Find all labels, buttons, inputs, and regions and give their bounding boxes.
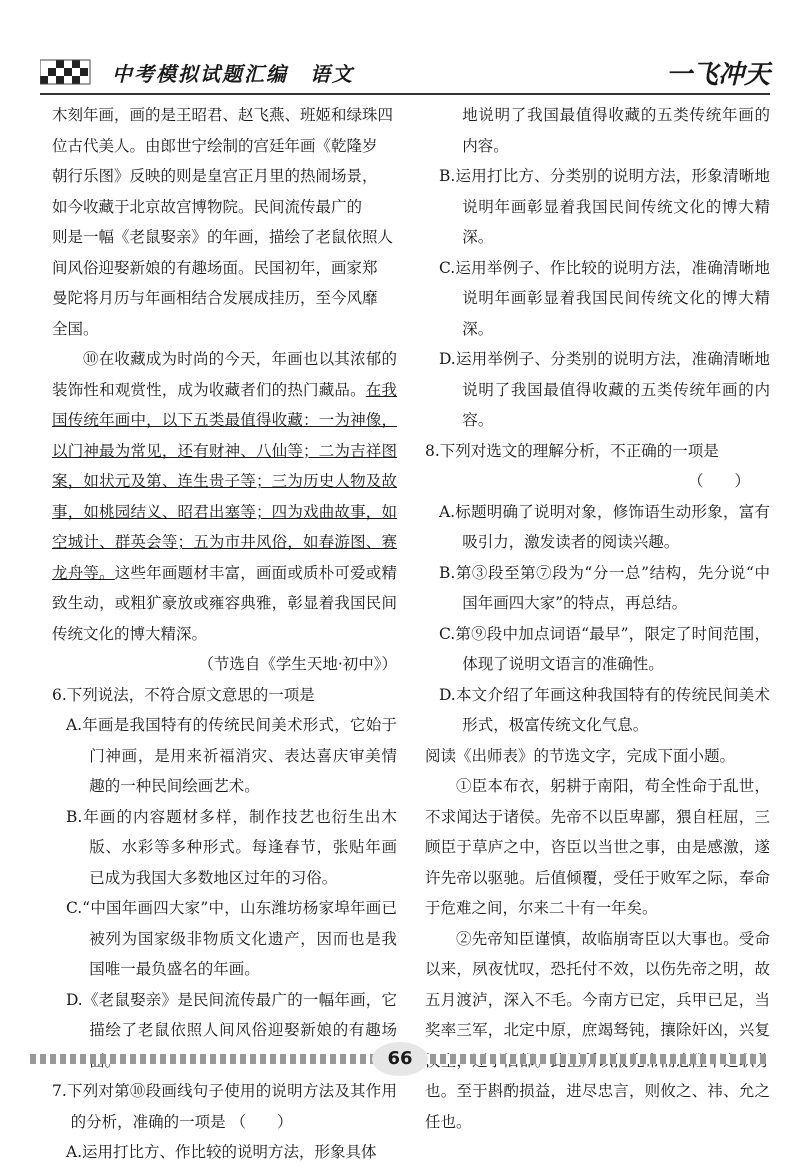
question-6-option-a: A.年画是我国特有的传统民间美术形式，它始于门神画，是用来祈福消灾、表达喜庆审美情趣的一种民间绘画艺术。	[65, 716, 397, 795]
question-8-option-d: D.本文介绍了年画这种我国特有的传统民间美术形式，极富传统文化气息。	[438, 685, 770, 734]
question-6-option-d: D.《老鼠娶亲》是民间流传最广的一幅年画，它描绘了老鼠依照人间风俗迎娶新娘的有趣场	[65, 990, 397, 1039]
question-8-option-b: B.第③段至第⑦段为“分一总”结构，先分说“中国年画四大家”的特点，再总结。	[438, 563, 770, 612]
question-8-option-a: A.标题明确了说明对象，修饰语生动形象，富有吸引力，激发读者的阅读兴趣。	[438, 502, 770, 551]
checkerboard-logo-icon	[40, 58, 92, 86]
question-6-stem: 6.下列说法，不符合原文意思的一项是	[52, 685, 315, 704]
passage-line: 间风俗迎娶新娘的有趣场面。民国初年，画家郑	[52, 258, 378, 277]
passage-line: 则是一幅《老鼠娶亲》的年画，描绘了老鼠依照人	[52, 228, 394, 246]
book-title: 中考模拟试题汇编 语文	[112, 62, 354, 86]
header-divider	[40, 93, 770, 95]
question-7-option-a-continued: 地说明了我国最值得收藏的五类传统年画的内容。	[462, 106, 770, 155]
right-column	[425, 100, 770, 1137]
passage-line: 朝行乐图》反映的则是皇宫正月里的热闹场景，	[52, 167, 378, 185]
passage-line: 全国。	[52, 319, 99, 338]
page-footer	[0, 1040, 800, 1080]
chushi-paragraph-2: ②先帝知臣谨慎，故临崩寄臣以大事也。受命以来，夙夜忧叹，恐托付不效，以伤先帝之明，故五月渡泸，深入不毛。今南方已定，兵甲已足，当奖率三军，北定中原，庶竭驽钝，攘除奸凶，兴复 也。至于斟酌损益，进尽忠言，则攸之、祎、允之任也。	[425, 929, 770, 1131]
brand-logo-text: 一飞冲天	[665, 60, 770, 90]
question-8-stem: 8.下列对选文的理解分析，不正确的一项是	[425, 441, 719, 460]
question-6-option-b: B.年画的内容题材多样，制作技艺也衍生出木版、水彩等多种形式。每逢春节，张贴年画已成为我国大多数地区过年的习俗。	[65, 807, 397, 887]
question-7-option-b: B.运用打比方、分类别的说明方法，形象清晰地说明年画彰显着我国民间传统文化的博大精深。	[438, 167, 770, 246]
passage-line: 位古代美人。由郎世宁绘制的宫廷年画《乾隆岁	[52, 136, 378, 155]
question-7-stem	[52, 1076, 397, 1137]
para10-intro: ⑩在收藏成为时尚的今天，年画也以其浓郁的装饰性和观赏性，成为收藏者们的热门藏品。	[52, 350, 397, 399]
passage-line: 木刻年画，画的是王昭君、赵飞燕、班姬和绿珠四	[52, 106, 394, 124]
question-7-option-c: C.运用举例子、作比较的说明方法，准确清晰地说明年画彰显着我国民间传统文化的博大精深。	[438, 258, 770, 338]
question-6-option-c: C.“中国年画四大家”中，山东潍坊杨家埠年画已被列为国家级非物质文化遗产，因而也是我国唯一最负盛名的年画。	[65, 899, 397, 978]
source-citation: （节选自《学生天地·初中》）	[198, 655, 397, 673]
passage-line: 曼陀将月历与年画相结合发展成挂历，至今风靡	[52, 289, 378, 307]
question-7-text: 7.下列对第⑩段画线句子使用的说明方法及其作用的分析，准确的一项是	[52, 1082, 397, 1131]
para10-conclusion: 这些年画题材丰富，画面或质朴可爱或精致生动，或粗犷豪放或雍容典雅，彰显着我国民间传统文化的博大精深。	[52, 563, 397, 643]
underlined-sentence: 在我国传统年画中，以下五类最值得收藏：一为神像，以门神最为常见，还有财神、八仙等；二为吉祥图案，如状元及第、连生贵子等；三为历史人物及故事，如桃园结义、昭君出塞等；四为戏曲故事，如空城计、群英会等；五为市井风俗，如春游图、赛龙舟等。	[52, 380, 397, 582]
page-number: 66	[372, 1042, 428, 1076]
question-8-option-c: C.第⑨段中加点词语“最早”，限定了时间范围，体现了说明文语言的准确性。	[438, 624, 770, 673]
chushi-paragraph-1: ①臣本布衣，躬耕于南阳，苟全性命于乱世，不求闻达于诸侯。先帝不以臣卑鄙，猥自枉屈，三顾臣于草庐之中，咨臣以当世之事，由是感激，遂许先帝以驱驰。后值倾覆，受任于败军之际，奉命于危难之间，尔来二十有一年矣。	[425, 777, 770, 917]
question-7-option-a: A.运用打比方、作比较的说明方法，形象具体	[65, 1143, 377, 1161]
left-column	[52, 100, 397, 1168]
question-7-option-d: D.运用举例子、分类别的说明方法，准确清晰地说明了我国最值得收藏的五类传统年画的内容。	[438, 350, 770, 429]
paragraph-10	[52, 344, 397, 649]
page-header	[40, 52, 770, 92]
reading-instruction: 阅读《出师表》的节选文字，完成下面小题。	[425, 746, 736, 765]
passage-line: 如今收藏于北京故宫博物院。民间流传最广的	[52, 197, 363, 216]
answer-parentheses: （ ）	[687, 472, 750, 490]
answer-parentheses: （ ）	[230, 1112, 293, 1131]
